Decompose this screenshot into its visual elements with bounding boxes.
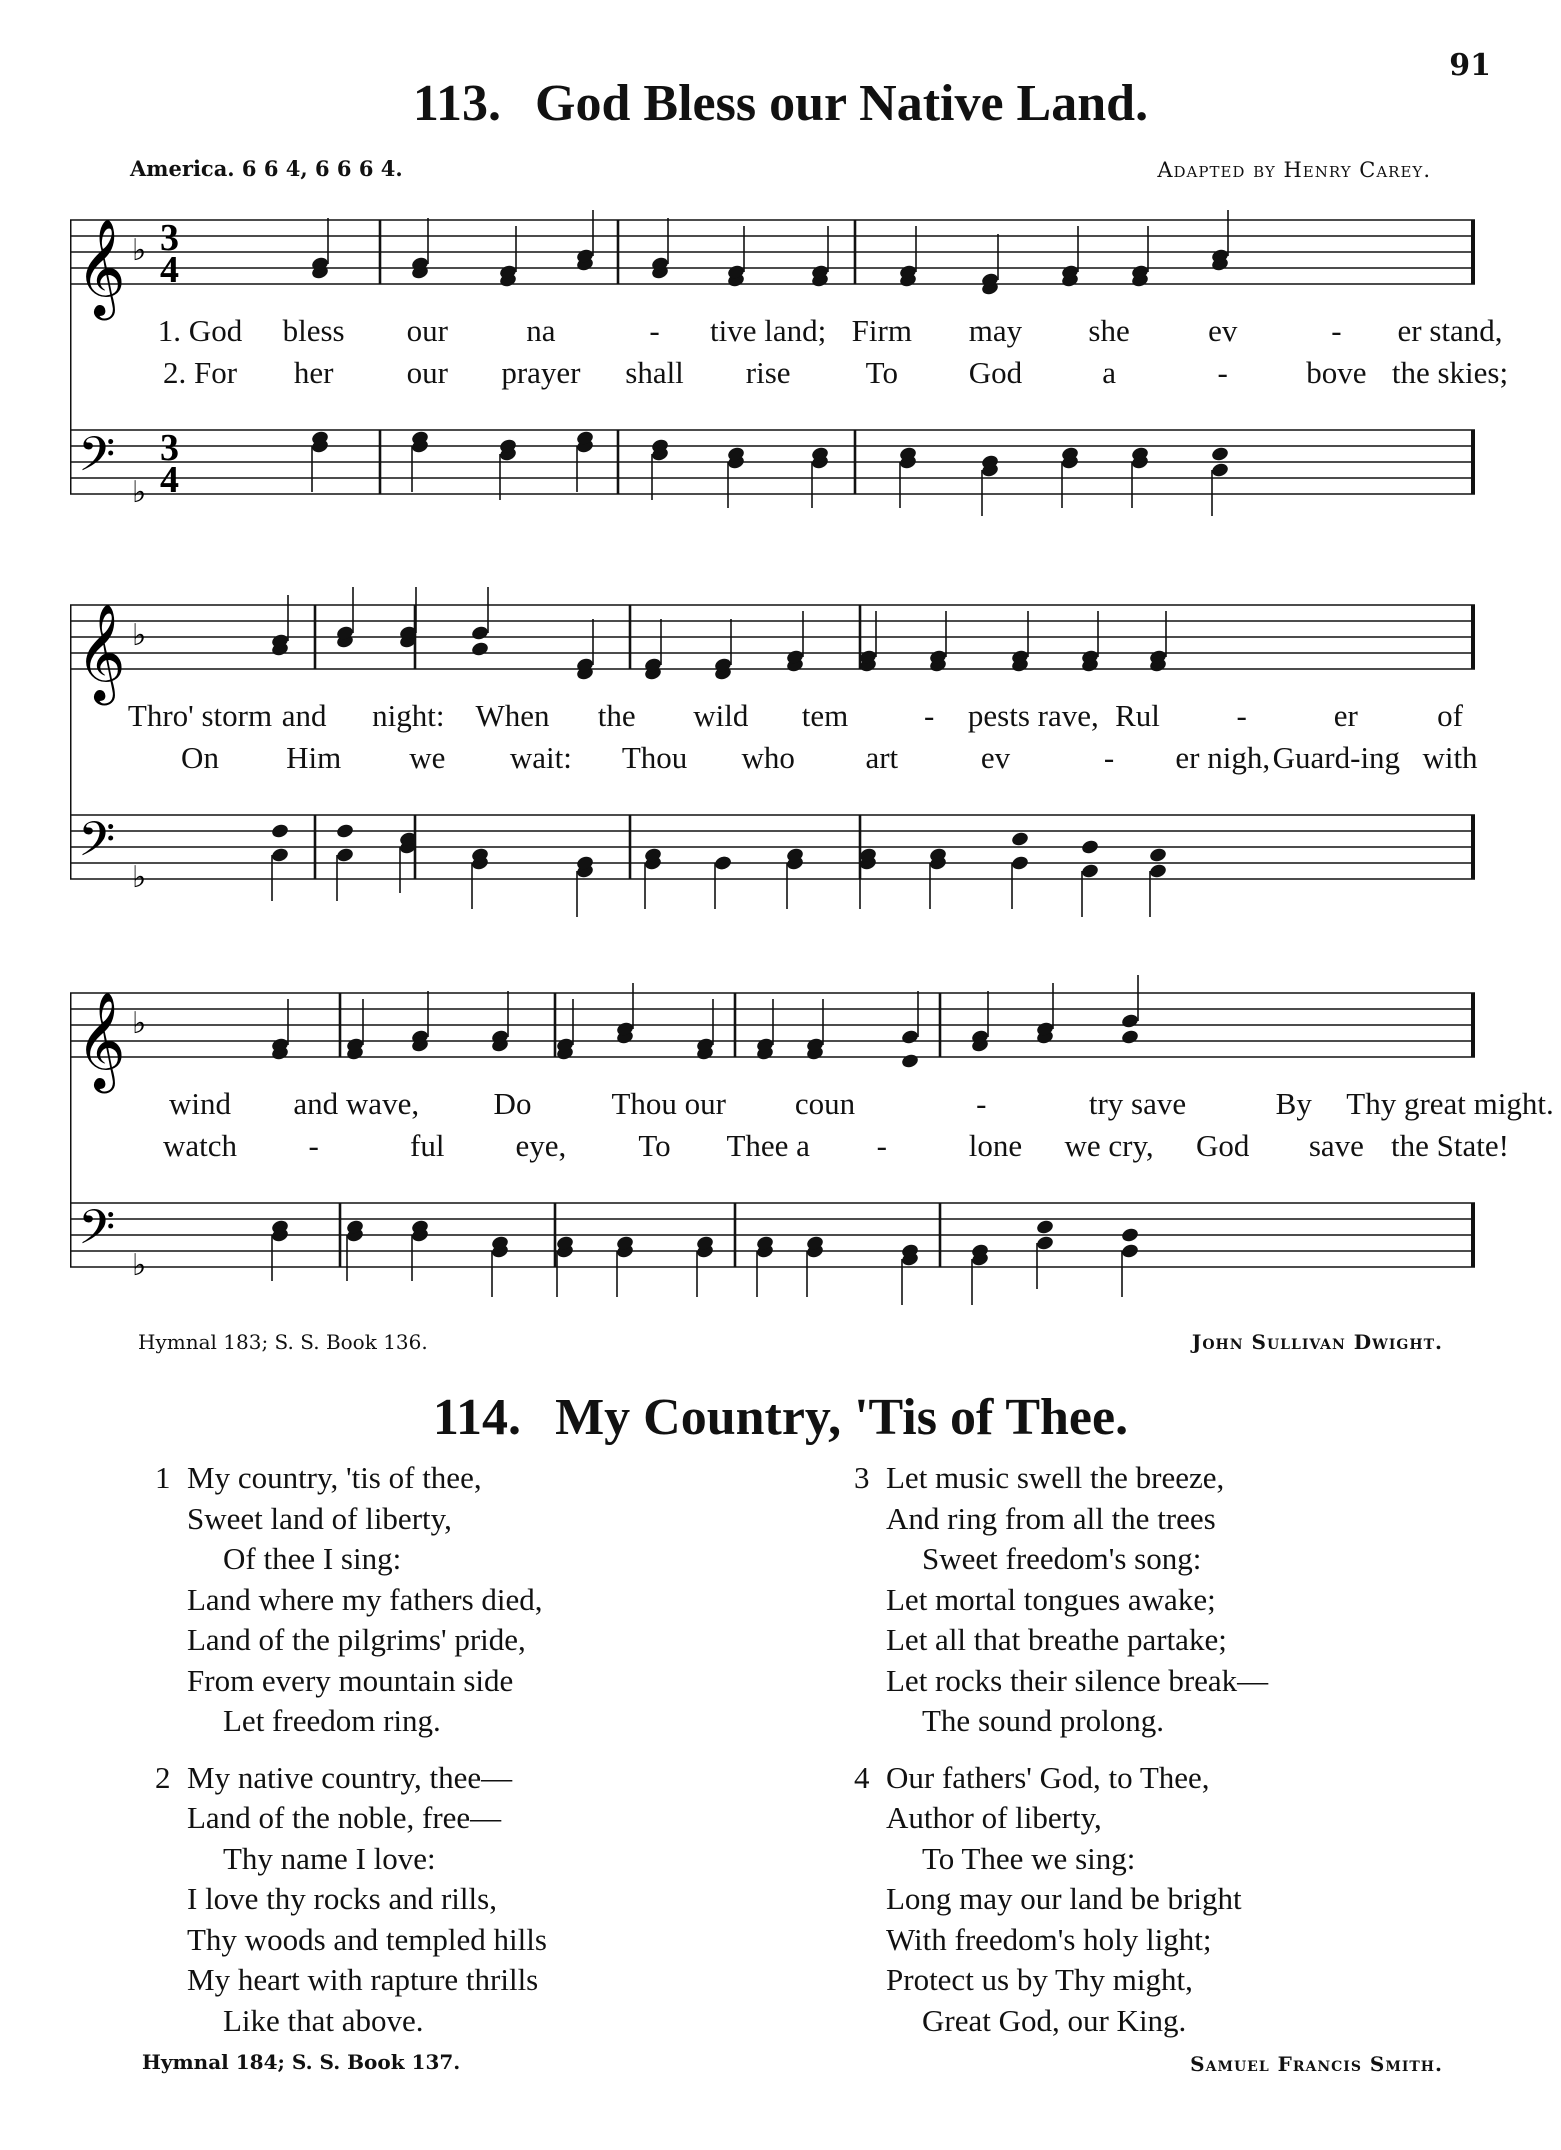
lyric-syllable: - bbox=[976, 1086, 987, 1121]
lyric-syllable: and bbox=[281, 698, 327, 733]
treble-clef-icon: 𝄞 bbox=[76, 218, 126, 316]
tune-meter: America. 6 6 4, 6 6 6 4. bbox=[130, 156, 403, 181]
lyric-syllable: Thro' storm bbox=[127, 698, 273, 733]
lyric-syllable: na bbox=[526, 313, 556, 348]
lyric-syllable: ev bbox=[1208, 313, 1238, 348]
notehead bbox=[1080, 863, 1099, 880]
notehead bbox=[335, 823, 354, 840]
treble-clef-icon: 𝄞 bbox=[76, 991, 126, 1089]
lyric-syllable: wild bbox=[693, 698, 749, 733]
poem-line: Sweet land of liberty, bbox=[187, 1500, 452, 1536]
lyric-syllable: God bbox=[1196, 1128, 1250, 1163]
poem-line: Like that above. bbox=[223, 2002, 424, 2038]
lyric-syllable: the bbox=[597, 698, 636, 733]
lyric-syllable: who bbox=[741, 740, 795, 775]
music-system-1 bbox=[70, 195, 1509, 540]
poem-line: With freedom's holy light; bbox=[886, 1921, 1212, 1957]
notehead bbox=[470, 625, 489, 642]
lyric-syllable: the State! bbox=[1391, 1128, 1509, 1163]
lyric-syllable: Firm bbox=[851, 313, 912, 348]
lyric-syllable: - bbox=[1236, 698, 1247, 733]
lyric-syllable: eye, bbox=[515, 1128, 567, 1163]
notehead bbox=[1148, 863, 1167, 880]
lyric-syllable: Thy great might. bbox=[1346, 1086, 1554, 1121]
poem-column-right bbox=[854, 1458, 1269, 2057]
lyric-syllable: prayer bbox=[501, 355, 581, 390]
poem-line: My heart with rapture thrills bbox=[187, 1962, 539, 1997]
poem-line: Author of liberty, bbox=[886, 1800, 1102, 1835]
lyric-syllable: Thee a bbox=[726, 1128, 810, 1163]
lyric-syllable: Thou our bbox=[611, 1086, 727, 1121]
poem-line: From every mountain side bbox=[187, 1662, 514, 1698]
lyric-syllable: with bbox=[1422, 740, 1478, 775]
flat-key-signature-icon: ♭ bbox=[132, 1006, 147, 1041]
hymn-114-reference: Hymnal 184; S. S. Book 137. bbox=[142, 2050, 461, 2074]
lyric-syllable: On bbox=[181, 740, 219, 775]
poem-line: Our fathers' God, to Thee, bbox=[886, 1759, 1210, 1795]
poem-line: The sound prolong. bbox=[922, 1703, 1164, 1738]
hymn-113-number: 113. bbox=[412, 75, 502, 132]
poem-line: Sweet freedom's song: bbox=[922, 1541, 1202, 1576]
stanza bbox=[155, 1758, 547, 2042]
poem-line: Let freedom ring. bbox=[223, 1703, 441, 1738]
lyric-syllable: - bbox=[649, 313, 660, 348]
poem-line: My native country, thee— bbox=[187, 1759, 513, 1795]
poem-line: Thy name I love: bbox=[223, 1840, 436, 1876]
stanza-number: 3 bbox=[854, 1460, 870, 1495]
notehead bbox=[1035, 1235, 1054, 1252]
stanza bbox=[854, 1758, 1268, 2042]
page-number: 91 bbox=[1449, 48, 1491, 83]
lyric-syllable: - bbox=[1103, 740, 1115, 775]
flat-key-signature-icon: ♭ bbox=[132, 618, 147, 653]
notehead bbox=[270, 823, 289, 840]
poem-line: Let all that breathe partake; bbox=[886, 1622, 1227, 1657]
hymn-113-reference: Hymnal 183; S. S. Book 136. bbox=[138, 1330, 428, 1354]
lyric-syllable: shall bbox=[625, 355, 684, 390]
lyric-syllable: When bbox=[475, 698, 550, 733]
notehead bbox=[1210, 446, 1229, 463]
poem-line: Land where my fathers died, bbox=[187, 1581, 543, 1617]
hymn-114-title-text: My Country, 'Tis of Thee. bbox=[555, 1389, 1129, 1446]
lyric-syllable: God bbox=[968, 355, 1023, 390]
lyric-syllable: To bbox=[638, 1128, 671, 1163]
lyric-syllable: pests rave, bbox=[967, 698, 1099, 733]
stanza bbox=[854, 1458, 1269, 1742]
lyric-syllable: Thou bbox=[621, 740, 688, 775]
lyric-syllable: the skies; bbox=[1391, 355, 1509, 390]
lyric-syllable: our bbox=[406, 313, 448, 348]
lyric-syllable: a bbox=[1102, 355, 1116, 390]
lyric-syllable: Him bbox=[286, 740, 342, 775]
lyrics-line-verse2 bbox=[70, 740, 1490, 780]
lyric-syllable: our bbox=[406, 355, 448, 390]
hymn-113-author: John Sullivan Dwight. bbox=[1191, 1330, 1443, 1354]
lyric-syllable: By bbox=[1275, 1086, 1312, 1121]
lyric-syllable: 2. For bbox=[162, 355, 238, 390]
poem-line: Of thee I sing: bbox=[223, 1541, 402, 1576]
bass-clef-icon: 𝄢 bbox=[78, 426, 116, 494]
poem-line: And ring from all the trees bbox=[886, 1500, 1216, 1536]
poem-line: Land of the pilgrims' pride, bbox=[187, 1622, 526, 1657]
poem-column-left bbox=[155, 1458, 547, 2057]
poem-line: Let rocks their silence break— bbox=[886, 1662, 1269, 1698]
lyric-syllable: wind bbox=[169, 1086, 231, 1121]
poem-line: My country, 'tis of thee, bbox=[187, 1460, 482, 1495]
lyric-syllable: ful bbox=[410, 1128, 445, 1163]
lyric-syllable: we cry, bbox=[1064, 1128, 1154, 1163]
notehead bbox=[270, 847, 289, 864]
flat-key-signature-icon: ♭ bbox=[132, 1248, 147, 1283]
poem-line: Thy woods and templed hills bbox=[187, 1921, 547, 1957]
lyric-syllable: may bbox=[968, 313, 1023, 348]
lyrics-line-verse1 bbox=[70, 313, 1503, 353]
notehead bbox=[1210, 462, 1229, 479]
lyric-syllable: rise bbox=[745, 355, 791, 390]
lyric-syllable: coun bbox=[794, 1086, 856, 1121]
stanza-number: 1 bbox=[155, 1460, 171, 1495]
lyrics-line-verse2 bbox=[70, 1128, 1509, 1168]
poem-line: Great God, our King. bbox=[922, 2002, 1187, 2038]
poem-line: Long may our land be bright bbox=[886, 1881, 1242, 1916]
notehead bbox=[1120, 1227, 1139, 1244]
hymn-114-title bbox=[0, 1388, 1561, 1447]
lyrics-line-verse1 bbox=[70, 1086, 1554, 1126]
poem-line: I love thy rocks and rills, bbox=[187, 1881, 497, 1916]
notehead bbox=[1120, 1013, 1139, 1030]
time-signature-top: 3 bbox=[160, 427, 179, 469]
lyric-syllable: tive land; bbox=[710, 313, 827, 348]
hymn-114-author: Samuel Francis Smith. bbox=[1190, 2052, 1443, 2076]
notehead bbox=[1120, 1243, 1139, 1260]
notehead bbox=[1080, 839, 1099, 856]
lyric-syllable: she bbox=[1088, 313, 1130, 348]
lyric-syllable: Rul bbox=[1115, 698, 1160, 733]
hymn-113-title bbox=[0, 74, 1561, 133]
lyric-syllable: - bbox=[1217, 355, 1228, 390]
bass-clef-icon: 𝄢 bbox=[78, 1199, 116, 1267]
poem-line: Protect us by Thy might, bbox=[886, 1962, 1193, 1997]
poem-line: Let mortal tongues awake; bbox=[886, 1581, 1216, 1617]
lyric-syllable: - bbox=[876, 1128, 887, 1163]
lyric-syllable: er stand, bbox=[1397, 313, 1503, 348]
lyric-syllable: wait: bbox=[509, 740, 572, 775]
lyric-syllable: Do bbox=[493, 1086, 532, 1121]
lyric-syllable: art bbox=[865, 740, 899, 775]
lyric-syllable: - bbox=[923, 698, 935, 733]
notehead bbox=[470, 641, 489, 658]
lyrics-line-verse2 bbox=[70, 355, 1509, 395]
lyric-syllable: bove bbox=[1306, 355, 1367, 390]
lyric-syllable: save bbox=[1308, 1128, 1364, 1163]
hymn-113-title-text: God Bless our Native Land. bbox=[535, 75, 1149, 132]
lyric-syllable: - bbox=[308, 1128, 319, 1163]
lyric-syllable: tem bbox=[801, 698, 849, 733]
lyric-syllable: watch bbox=[162, 1128, 238, 1163]
lyric-syllable: of bbox=[1437, 698, 1463, 733]
lyric-syllable: To bbox=[865, 355, 898, 390]
notehead bbox=[1120, 1029, 1139, 1046]
adapted-by: Adapted by Henry Carey. bbox=[1157, 158, 1431, 182]
lyrics-line-verse1 bbox=[70, 698, 1490, 738]
poem-line: Let music swell the breeze, bbox=[886, 1460, 1225, 1495]
lyric-syllable: and wave, bbox=[293, 1086, 420, 1121]
poem-line: Land of the noble, free— bbox=[187, 1800, 502, 1835]
stanza-number: 4 bbox=[854, 1759, 870, 1795]
time-signature-top: 3 bbox=[160, 217, 179, 259]
lyric-syllable: er nigh, bbox=[1175, 740, 1271, 775]
stanza bbox=[155, 1458, 547, 1742]
lyric-syllable: 1. God bbox=[157, 313, 243, 348]
notehead bbox=[1035, 1219, 1054, 1236]
lyric-syllable: lone bbox=[968, 1128, 1023, 1163]
lyric-syllable: we bbox=[409, 740, 446, 775]
lyric-syllable: ev bbox=[980, 740, 1011, 775]
stanza-number: 2 bbox=[155, 1759, 171, 1795]
lyric-syllable: Guard-ing bbox=[1272, 740, 1401, 775]
notehead bbox=[1148, 847, 1167, 864]
time-signature-bottom: 4 bbox=[160, 249, 179, 291]
lyric-syllable: her bbox=[293, 355, 334, 390]
flat-key-signature-icon: ♭ bbox=[132, 860, 147, 895]
music-system-3 bbox=[70, 968, 1554, 1313]
time-signature-bottom: 4 bbox=[160, 459, 179, 501]
music-system-2 bbox=[70, 580, 1490, 925]
notehead bbox=[713, 855, 732, 872]
notehead bbox=[900, 1029, 919, 1046]
lyric-syllable: try save bbox=[1088, 1086, 1187, 1121]
lyric-syllable: er bbox=[1333, 698, 1358, 733]
notehead bbox=[1010, 855, 1029, 872]
lyric-syllable: - bbox=[1331, 313, 1342, 348]
notehead bbox=[1010, 831, 1029, 848]
notehead bbox=[900, 1053, 919, 1070]
notehead bbox=[335, 847, 354, 864]
flat-key-signature-icon: ♭ bbox=[132, 475, 147, 510]
lyric-syllable: bless bbox=[282, 313, 345, 348]
lyric-syllable: night: bbox=[372, 698, 445, 733]
poem-line: To Thee we sing: bbox=[922, 1840, 1136, 1876]
flat-key-signature-icon: ♭ bbox=[132, 233, 147, 268]
hymn-114-number: 114. bbox=[432, 1389, 522, 1446]
treble-clef-icon: 𝄞 bbox=[76, 603, 126, 701]
bass-clef-icon: 𝄢 bbox=[78, 811, 116, 879]
